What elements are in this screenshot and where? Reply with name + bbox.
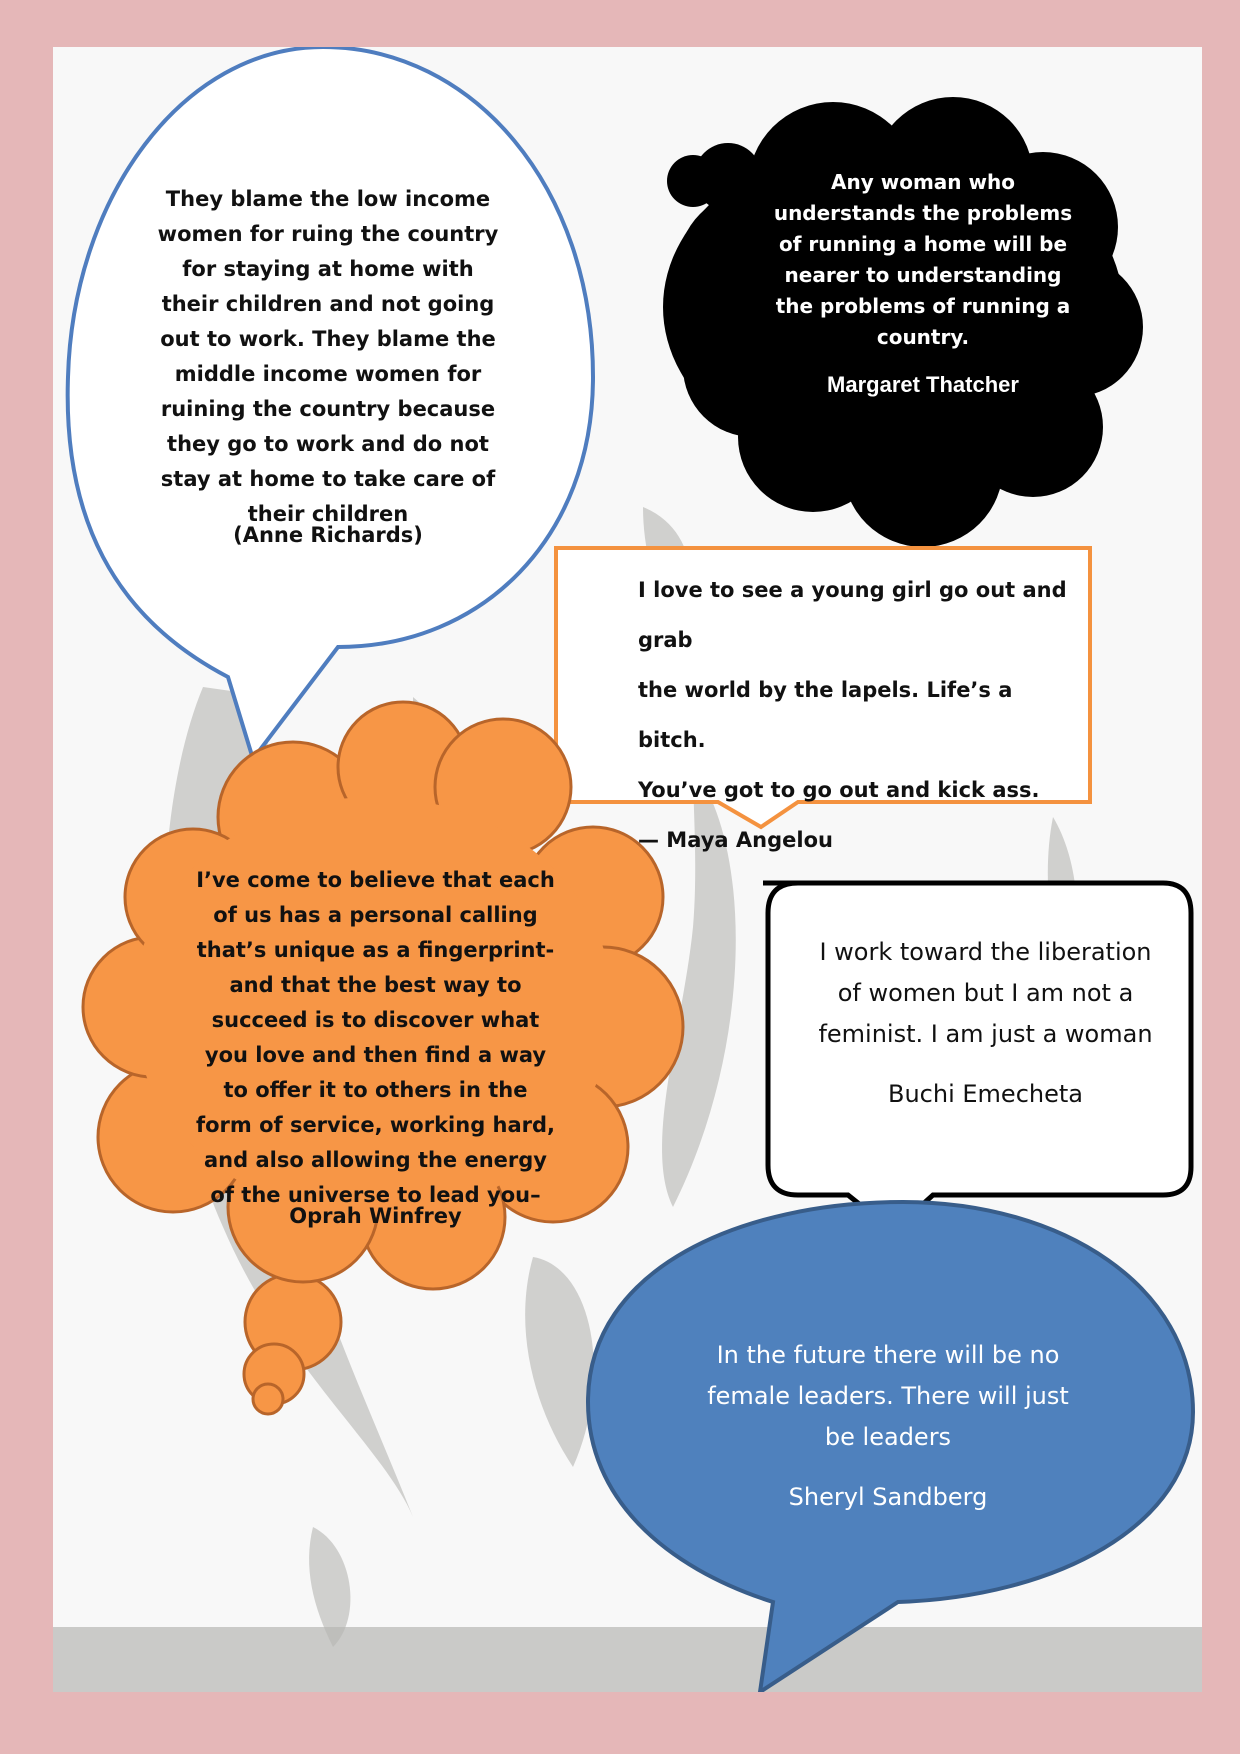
quote-poster-page bbox=[53, 47, 1202, 1692]
richards-quote-text: They blame the low income women for ruing the country for staying at home with their children and not going out to work. They blame the middle income women for ruining the country because they go to work and do not stay at home to take care of their children bbox=[157, 187, 499, 526]
winfrey-quote-text: I’ve come to believe that each of us has a personal calling that’s unique as a fingerprint- and that the best way to succeed is to discover what you love and then find a way to offer it to others in the form of service, working hard, and also allowing the energy of the universe to lead you– bbox=[195, 868, 556, 1207]
angelou-quote-author: — Maya Angelou bbox=[638, 828, 833, 852]
sandberg-quote-author: Sheryl Sandberg bbox=[788, 1483, 988, 1511]
thatcher-quote-text: Any woman who understands the problems of running a home will be nearer to understanding the problems of running a country. bbox=[773, 170, 1073, 349]
richards-quote-author: (Anne Richards) bbox=[233, 523, 423, 547]
sandberg-quote-text: In the future there will be no female leaders. There will just be leaders bbox=[707, 1341, 1069, 1451]
angelou-quote-block bbox=[638, 565, 1078, 865]
thatcher-quote-author: Margaret Thatcher bbox=[827, 372, 1019, 397]
emecheta-quote-text: I work toward the liberation of women but I am not a feminist. I am just a woman bbox=[818, 938, 1153, 1048]
angelou-quote-line: the world by the lapels. Life’s a bitch. bbox=[638, 678, 1013, 752]
angelou-quote-line: I love to see a young girl go out and grab bbox=[638, 578, 1067, 652]
winfrey-quote-author: Oprah Winfrey bbox=[289, 1204, 462, 1228]
emecheta-quote-author: Buchi Emecheta bbox=[888, 1080, 1083, 1108]
angelou-quote-line: You’ve got to go out and kick ass. bbox=[638, 778, 1040, 802]
